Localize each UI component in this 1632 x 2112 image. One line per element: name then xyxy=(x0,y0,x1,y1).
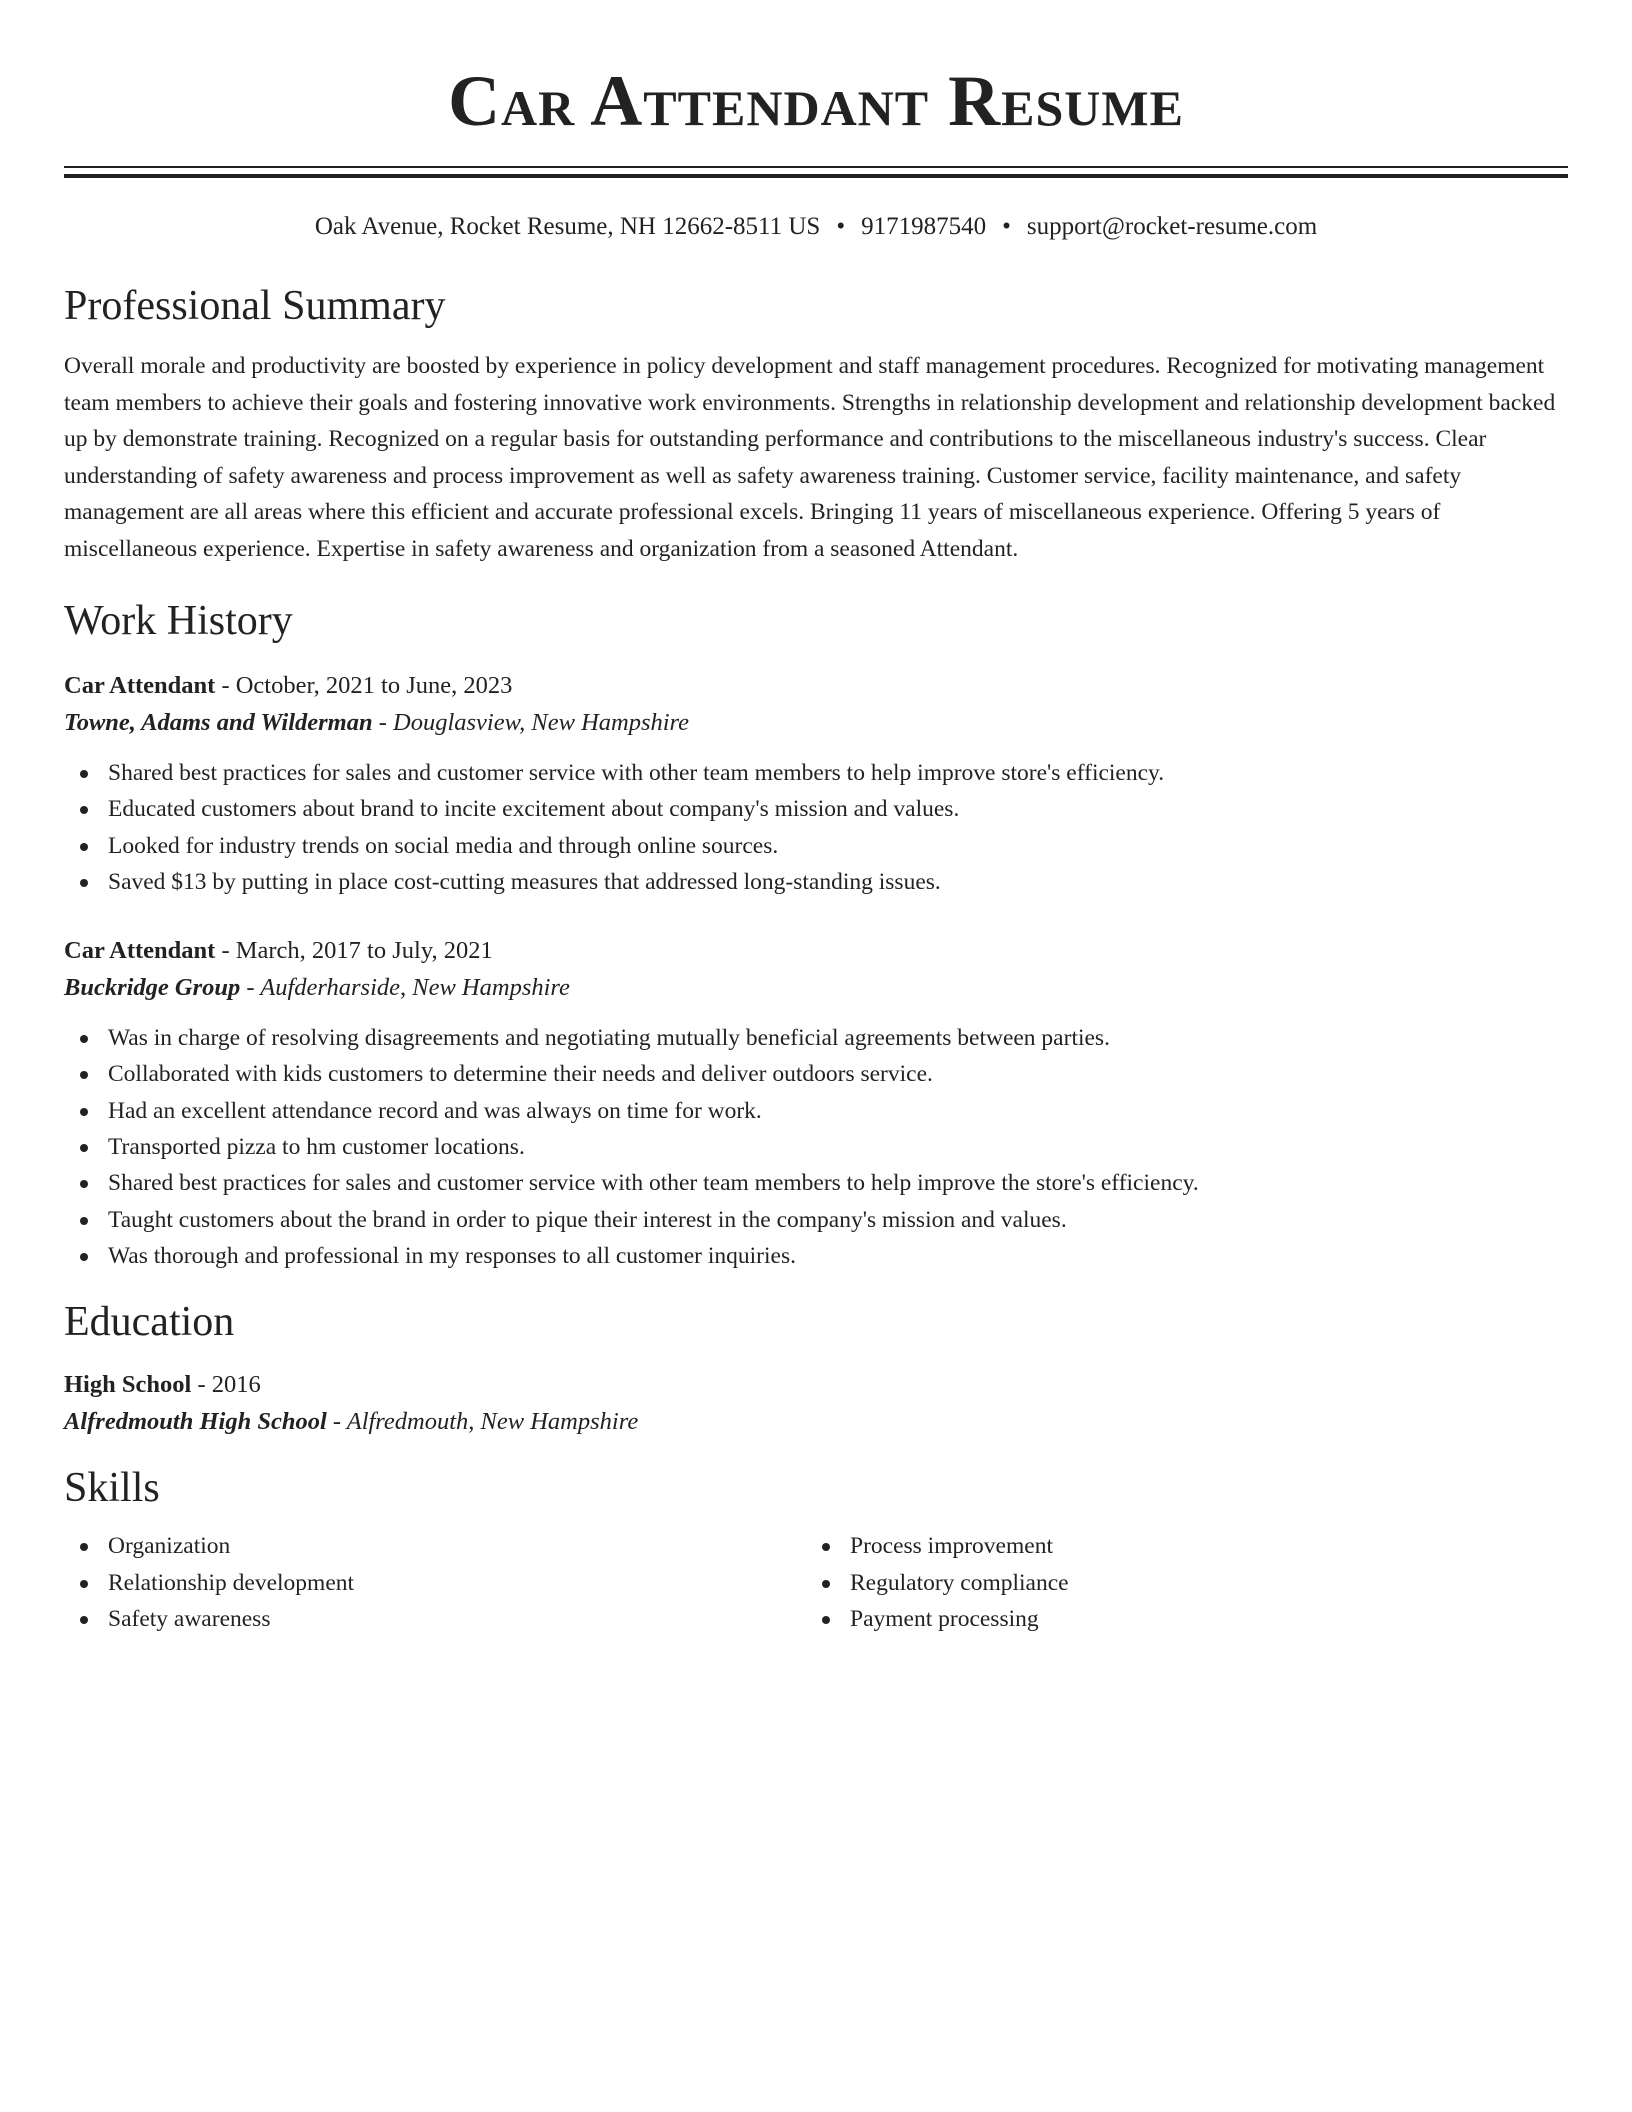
list-item: Was in charge of resolving disagreements and negotiating mutually beneficial agreements between parties. xyxy=(108,1020,1568,1056)
list-item: Transported pizza to hm customer locations. xyxy=(108,1129,1568,1165)
list-item: Taught customers about the brand in order to pique their interest in the company's mission and values. xyxy=(108,1202,1568,1238)
title-divider-thin xyxy=(64,166,1568,168)
job-entry xyxy=(64,934,1568,1274)
job-duties-list xyxy=(64,755,1568,900)
skills-list-left xyxy=(64,1528,806,1637)
summary-heading: Professional Summary xyxy=(64,283,446,329)
degree: High School xyxy=(64,1371,192,1399)
job-title: Car Attendant xyxy=(64,672,216,699)
contact-phone: 9171987540 xyxy=(861,213,987,240)
contact-address: Oak Avenue, Rocket Resume, NH 12662-8511 US xyxy=(314,213,821,240)
job-title-line xyxy=(64,934,1568,968)
degree-line xyxy=(64,1368,1568,1402)
list-item: Educated customers about brand to incite excitement about company's mission and values. xyxy=(108,791,1568,827)
job-entry xyxy=(64,669,1568,900)
list-item: Relationship development xyxy=(108,1565,806,1601)
skills-columns xyxy=(64,1528,1568,1637)
school-name: Alfredmouth High School xyxy=(64,1408,327,1436)
job-dates: - October, 2021 to June, 2023 xyxy=(215,672,513,699)
company-name: Buckridge Group xyxy=(64,974,241,1002)
title-divider-thick xyxy=(64,174,1568,178)
school-location: - Alfredmouth, New Hampshire xyxy=(326,1408,639,1436)
contact-line xyxy=(64,210,1568,244)
list-item: Collaborated with kids customers to determine their needs and deliver outdoors service. xyxy=(108,1056,1568,1092)
list-item: Had an excellent attendance record and was always on time for work. xyxy=(108,1093,1568,1129)
list-item: Organization xyxy=(108,1528,806,1564)
graduation-year: - 2016 xyxy=(191,1371,261,1399)
list-item: Payment processing xyxy=(850,1601,1069,1637)
job-duties-list xyxy=(64,1020,1568,1274)
company-line xyxy=(64,703,1568,743)
list-item: Looked for industry trends on social media and through online sources. xyxy=(108,828,1568,864)
work-history-heading: Work History xyxy=(64,598,293,644)
list-item: Process improvement xyxy=(850,1528,1069,1564)
list-item: Shared best practices for sales and customer service with other team members to help improve the store's efficiency. xyxy=(108,1165,1568,1201)
resume-title: Car Attendant Resume xyxy=(448,61,1184,141)
education-entry xyxy=(64,1368,1568,1442)
list-item: Shared best practices for sales and customer service with other team members to help improve store's efficiency. xyxy=(108,755,1568,791)
company-location: - Douglasview, New Hampshire xyxy=(372,709,690,736)
company-location: - Aufderharside, New Hampshire xyxy=(240,974,570,1002)
company-line xyxy=(64,968,1568,1008)
skills-heading: Skills xyxy=(64,1465,160,1512)
skills-list-right xyxy=(806,1528,1069,1637)
list-item: Saved $13 by putting in place cost-cutting measures that addressed long-standing issues. xyxy=(108,864,1568,900)
summary-text: Overall morale and productivity are boosted by experience in policy development and staff management procedures. Recognized for motivating management team members to achieve their goals and fostering innovative work environments. Strengths in relationship development and relationship development backed up by demonstrate training. Recognized on a regular basis for outstanding performance and contributions to the miscellaneous industry's success. Clear understanding of safety awareness and process improvement as well as safety awareness training. Customer service, facility maintenance, and safety management are all areas where this efficient and accurate professional excels. Bringing 11 years of miscellaneous experience. Offering 5 years of miscellaneous experience. Expertise in safety awareness and organization from a seasoned Attendant. xyxy=(64,353,1556,562)
job-dates: - March, 2017 to July, 2021 xyxy=(215,937,493,965)
contact-separator: • xyxy=(1002,213,1011,240)
company-name: Towne, Adams and Wilderman xyxy=(64,709,373,736)
job-title: Car Attendant xyxy=(64,937,216,965)
contact-separator: • xyxy=(836,213,846,240)
list-item: Was thorough and professional in my responses to all customer inquiries. xyxy=(108,1238,1568,1274)
job-title-line xyxy=(64,669,1568,703)
list-item: Regulatory compliance xyxy=(850,1565,1069,1601)
list-item: Safety awareness xyxy=(108,1601,806,1637)
school-line xyxy=(64,1402,1568,1442)
education-heading: Education xyxy=(64,1299,235,1346)
contact-email: support@rocket-resume.com xyxy=(1026,213,1318,240)
